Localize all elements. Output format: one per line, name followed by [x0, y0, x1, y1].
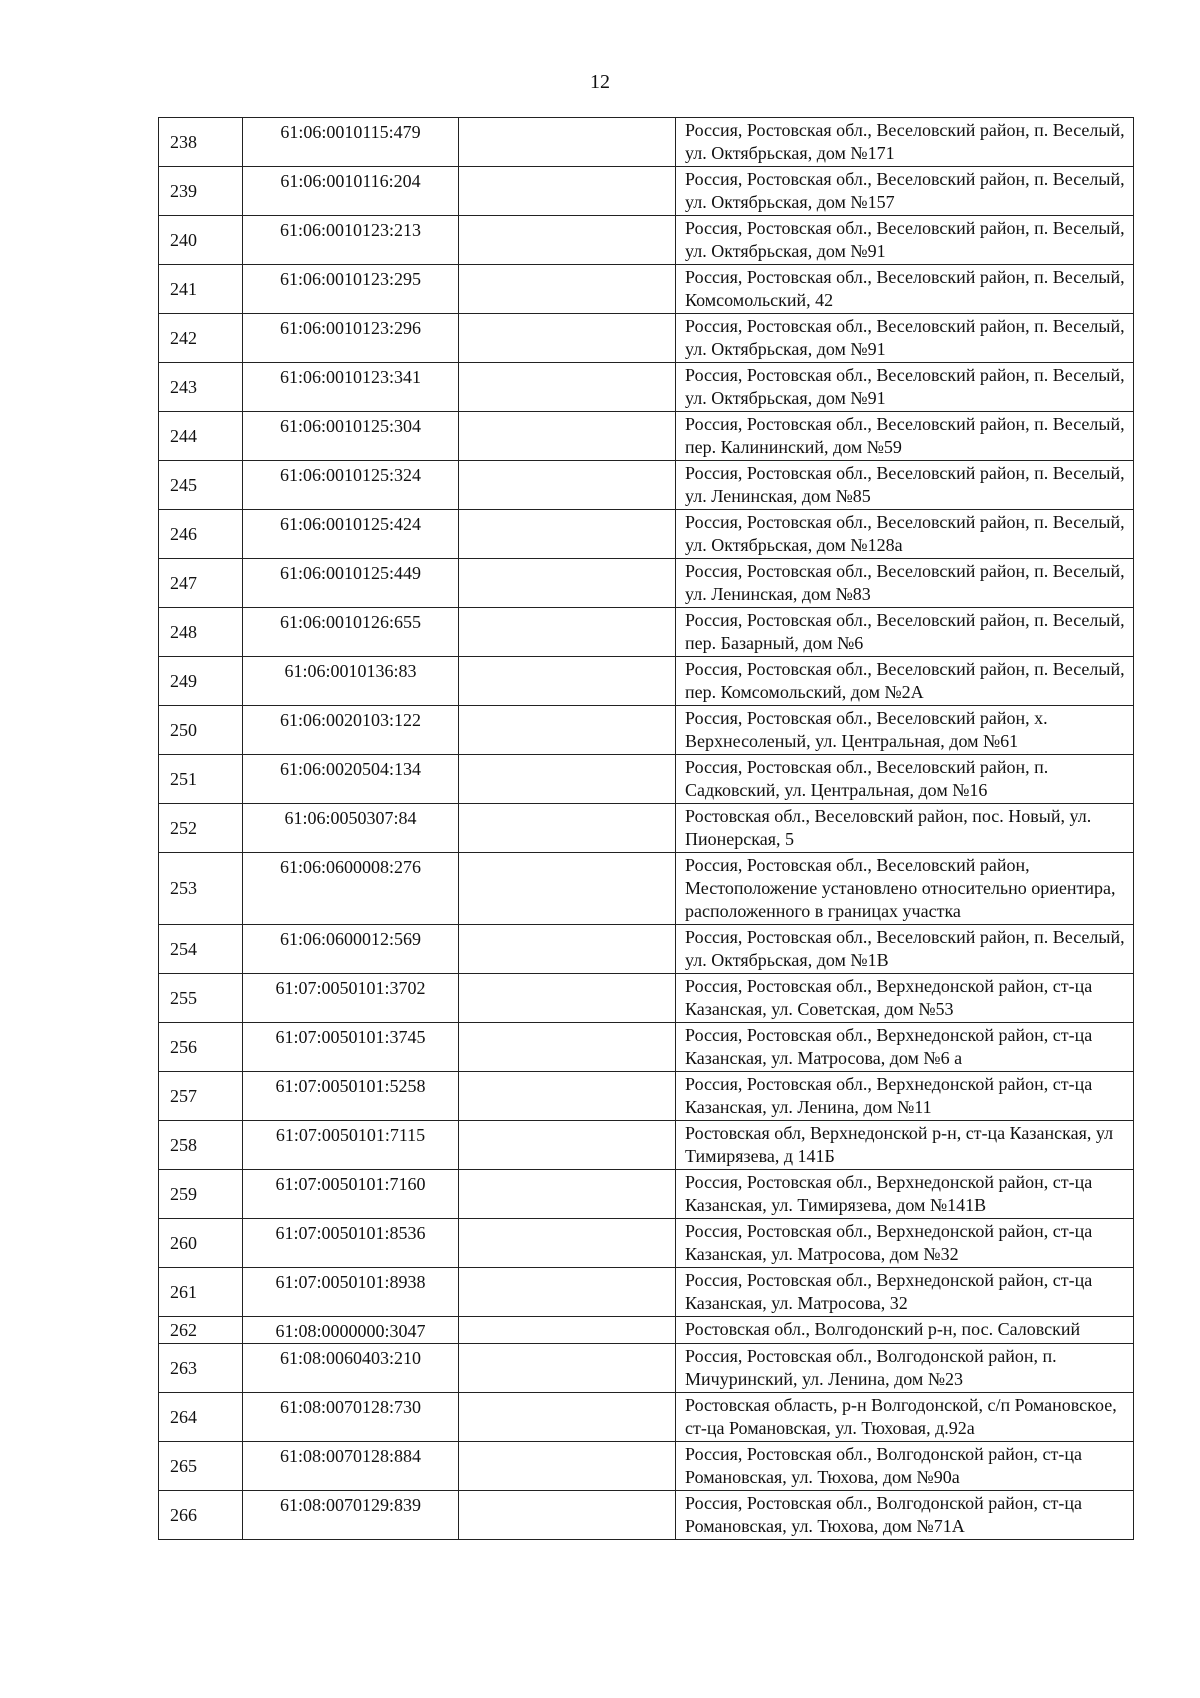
row-number-cell: 254 [159, 925, 243, 974]
cadastral-number-cell: 61:06:0010123:341 [243, 363, 459, 412]
row-number-cell: 255 [159, 974, 243, 1023]
cadastral-number-cell: 61:06:0010125:449 [243, 559, 459, 608]
cadastral-number-cell: 61:06:0010123:296 [243, 314, 459, 363]
row-number-cell: 262 [159, 1317, 243, 1344]
table-row [159, 1491, 1134, 1540]
address-cell: Россия, Ростовская обл., Веселовский район, п. Веселый, ул. Октябрьская, дом №157 [676, 167, 1134, 216]
empty-cell [459, 853, 676, 925]
table-row [159, 412, 1134, 461]
row-number-cell: 243 [159, 363, 243, 412]
page-number: 12 [590, 71, 610, 93]
cadastral-number-cell: 61:06:0600012:569 [243, 925, 459, 974]
address-cell: Россия, Ростовская обл., Веселовский район, п. Веселый, пер. Калининский, дом №59 [676, 412, 1134, 461]
row-number-cell: 256 [159, 1023, 243, 1072]
address-cell: Ростовская область, р-н Волгодонской, с/п Романовское, ст-ца Романовская, ул. Тюховая, д.92а [676, 1393, 1134, 1442]
cadastral-number-cell: 61:08:0000000:3047 [243, 1317, 459, 1344]
address-cell: Россия, Ростовская обл., Верхнедонской район, ст-ца Казанская, ул. Тимирязева, дом №141В [676, 1170, 1134, 1219]
cadastral-number-cell: 61:06:0010125:424 [243, 510, 459, 559]
table-row [159, 1393, 1134, 1442]
empty-cell [459, 265, 676, 314]
row-number-cell: 266 [159, 1491, 243, 1540]
address-cell: Россия, Ростовская обл., Веселовский район, п. Веселый, ул. Ленинская, дом №85 [676, 461, 1134, 510]
empty-cell [459, 1072, 676, 1121]
empty-cell [459, 510, 676, 559]
address-cell: Россия, Ростовская обл., Верхнедонской район, ст-ца Казанская, ул. Матросова, дом №6 а [676, 1023, 1134, 1072]
table-row [159, 1317, 1134, 1344]
land-plot-table [158, 117, 1134, 1540]
table-row [159, 216, 1134, 265]
cadastral-number-cell: 61:06:0010123:213 [243, 216, 459, 265]
empty-cell [459, 1268, 676, 1317]
cadastral-number-cell: 61:08:0070128:884 [243, 1442, 459, 1491]
address-cell: Россия, Ростовская обл., Волгодонской район, ст-ца Романовская, ул. Тюхова, дом №90а [676, 1442, 1134, 1491]
table-row [159, 1170, 1134, 1219]
address-cell: Россия, Ростовская обл., Верхнедонской район, ст-ца Казанская, ул. Советская, дом №53 [676, 974, 1134, 1023]
cadastral-number-cell: 61:06:0020103:122 [243, 706, 459, 755]
address-cell: Россия, Ростовская обл., Веселовский район, п. Веселый, ул. Октябрьская, дом №128а [676, 510, 1134, 559]
cadastral-number-cell: 61:07:0050101:5258 [243, 1072, 459, 1121]
row-number-cell: 246 [159, 510, 243, 559]
empty-cell [459, 363, 676, 412]
row-number-cell: 242 [159, 314, 243, 363]
table-body [159, 118, 1134, 1540]
address-cell: Ростовская обл., Веселовский район, пос. Новый, ул. Пионерская, 5 [676, 804, 1134, 853]
row-number-cell: 263 [159, 1344, 243, 1393]
empty-cell [459, 216, 676, 265]
empty-cell [459, 657, 676, 706]
row-number-cell: 252 [159, 804, 243, 853]
address-cell: Россия, Ростовская обл., Веселовский район, х. Верхнесоленый, ул. Центральная, дом №61 [676, 706, 1134, 755]
empty-cell [459, 559, 676, 608]
table-row [159, 461, 1134, 510]
table-row [159, 804, 1134, 853]
cadastral-number-cell: 61:06:0010116:204 [243, 167, 459, 216]
address-cell: Россия, Ростовская обл., Веселовский район, п. Веселый, ул. Октябрьская, дом №171 [676, 118, 1134, 167]
cadastral-number-cell: 61:06:0010125:304 [243, 412, 459, 461]
cadastral-number-cell: 61:06:0010123:295 [243, 265, 459, 314]
row-number-cell: 247 [159, 559, 243, 608]
row-number-cell: 261 [159, 1268, 243, 1317]
row-number-cell: 257 [159, 1072, 243, 1121]
table-row [159, 510, 1134, 559]
cadastral-number-cell: 61:06:0020504:134 [243, 755, 459, 804]
table-row [159, 1344, 1134, 1393]
cadastral-number-cell: 61:06:0050307:84 [243, 804, 459, 853]
cadastral-number-cell: 61:07:0050101:7160 [243, 1170, 459, 1219]
address-cell: Ростовская обл, Верхнедонской р-н, ст-ца Казанская, ул Тимирязева, д 141Б [676, 1121, 1134, 1170]
cadastral-number-cell: 61:08:0060403:210 [243, 1344, 459, 1393]
row-number-cell: 239 [159, 167, 243, 216]
table-row [159, 706, 1134, 755]
empty-cell [459, 755, 676, 804]
cadastral-number-cell: 61:06:0010115:479 [243, 118, 459, 167]
table-row [159, 1219, 1134, 1268]
empty-cell [459, 314, 676, 363]
address-cell: Россия, Ростовская обл., Веселовский район, п. Садковский, ул. Центральная, дом №16 [676, 755, 1134, 804]
cadastral-number-cell: 61:07:0050101:8536 [243, 1219, 459, 1268]
address-cell: Россия, Ростовская обл., Веселовский район, п. Веселый, пер. Базарный, дом №6 [676, 608, 1134, 657]
empty-cell [459, 608, 676, 657]
row-number-cell: 240 [159, 216, 243, 265]
table-row [159, 1023, 1134, 1072]
row-number-cell: 249 [159, 657, 243, 706]
table-row [159, 1442, 1134, 1491]
empty-cell [459, 925, 676, 974]
row-number-cell: 253 [159, 853, 243, 925]
address-cell: Россия, Ростовская обл., Верхнедонской район, ст-ца Казанская, ул. Матросова, 32 [676, 1268, 1134, 1317]
table-row [159, 974, 1134, 1023]
row-number-cell: 244 [159, 412, 243, 461]
empty-cell [459, 1491, 676, 1540]
empty-cell [459, 461, 676, 510]
row-number-cell: 245 [159, 461, 243, 510]
address-cell: Россия, Ростовская обл., Веселовский район, п. Веселый, ул. Октябрьская, дом №1В [676, 925, 1134, 974]
address-cell: Россия, Ростовская обл., Верхнедонской район, ст-ца Казанская, ул. Матросова, дом №32 [676, 1219, 1134, 1268]
cadastral-number-cell: 61:08:0070128:730 [243, 1393, 459, 1442]
table-row [159, 608, 1134, 657]
row-number-cell: 241 [159, 265, 243, 314]
address-cell: Россия, Ростовская обл., Веселовский район, п. Веселый, пер. Комсомольский, дом №2А [676, 657, 1134, 706]
table-row [159, 314, 1134, 363]
row-number-cell: 265 [159, 1442, 243, 1491]
table-row [159, 559, 1134, 608]
cadastral-number-cell: 61:06:0600008:276 [243, 853, 459, 925]
cadastral-number-cell: 61:06:0010126:655 [243, 608, 459, 657]
address-cell: Ростовская обл., Волгодонский р-н, пос. Саловский [676, 1317, 1134, 1344]
table-row [159, 167, 1134, 216]
address-cell: Россия, Ростовская обл., Верхнедонской район, ст-ца Казанская, ул. Ленина, дом №11 [676, 1072, 1134, 1121]
empty-cell [459, 1121, 676, 1170]
empty-cell [459, 1219, 676, 1268]
table-row [159, 657, 1134, 706]
row-number-cell: 258 [159, 1121, 243, 1170]
address-cell: Россия, Ростовская обл., Веселовский район, Местоположение установлено относительно ориентира, расположенного в границах участка [676, 853, 1134, 925]
table-row [159, 755, 1134, 804]
empty-cell [459, 1393, 676, 1442]
empty-cell [459, 167, 676, 216]
row-number-cell: 248 [159, 608, 243, 657]
empty-cell [459, 412, 676, 461]
empty-cell [459, 1442, 676, 1491]
table-row [159, 363, 1134, 412]
table-row [159, 1268, 1134, 1317]
cadastral-number-cell: 61:07:0050101:3702 [243, 974, 459, 1023]
address-cell: Россия, Ростовская обл., Веселовский район, п. Веселый, Комсомольский, 42 [676, 265, 1134, 314]
row-number-cell: 260 [159, 1219, 243, 1268]
address-cell: Россия, Ростовская обл., Веселовский район, п. Веселый, ул. Ленинская, дом №83 [676, 559, 1134, 608]
row-number-cell: 259 [159, 1170, 243, 1219]
row-number-cell: 238 [159, 118, 243, 167]
cadastral-number-cell: 61:07:0050101:8938 [243, 1268, 459, 1317]
cadastral-number-cell: 61:07:0050101:7115 [243, 1121, 459, 1170]
address-cell: Россия, Ростовская обл., Веселовский район, п. Веселый, ул. Октябрьская, дом №91 [676, 314, 1134, 363]
address-cell: Россия, Ростовская обл., Волгодонской район, п. Мичуринский, ул. Ленина, дом №23 [676, 1344, 1134, 1393]
address-cell: Россия, Ростовская обл., Веселовский район, п. Веселый, ул. Октябрьская, дом №91 [676, 363, 1134, 412]
row-number-cell: 264 [159, 1393, 243, 1442]
table-row [159, 1121, 1134, 1170]
address-cell: Россия, Ростовская обл., Волгодонской район, ст-ца Романовская, ул. Тюхова, дом №71А [676, 1491, 1134, 1540]
cadastral-number-cell: 61:07:0050101:3745 [243, 1023, 459, 1072]
empty-cell [459, 118, 676, 167]
empty-cell [459, 1023, 676, 1072]
table-row [159, 118, 1134, 167]
empty-cell [459, 1317, 676, 1344]
cadastral-number-cell: 61:06:0010136:83 [243, 657, 459, 706]
cadastral-number-cell: 61:06:0010125:324 [243, 461, 459, 510]
empty-cell [459, 974, 676, 1023]
row-number-cell: 250 [159, 706, 243, 755]
empty-cell [459, 804, 676, 853]
empty-cell [459, 706, 676, 755]
row-number-cell: 251 [159, 755, 243, 804]
cadastral-number-cell: 61:08:0070129:839 [243, 1491, 459, 1540]
empty-cell [459, 1344, 676, 1393]
table-row [159, 265, 1134, 314]
table-row [159, 925, 1134, 974]
address-cell: Россия, Ростовская обл., Веселовский район, п. Веселый, ул. Октябрьская, дом №91 [676, 216, 1134, 265]
table-row [159, 1072, 1134, 1121]
table-row [159, 853, 1134, 925]
empty-cell [459, 1170, 676, 1219]
